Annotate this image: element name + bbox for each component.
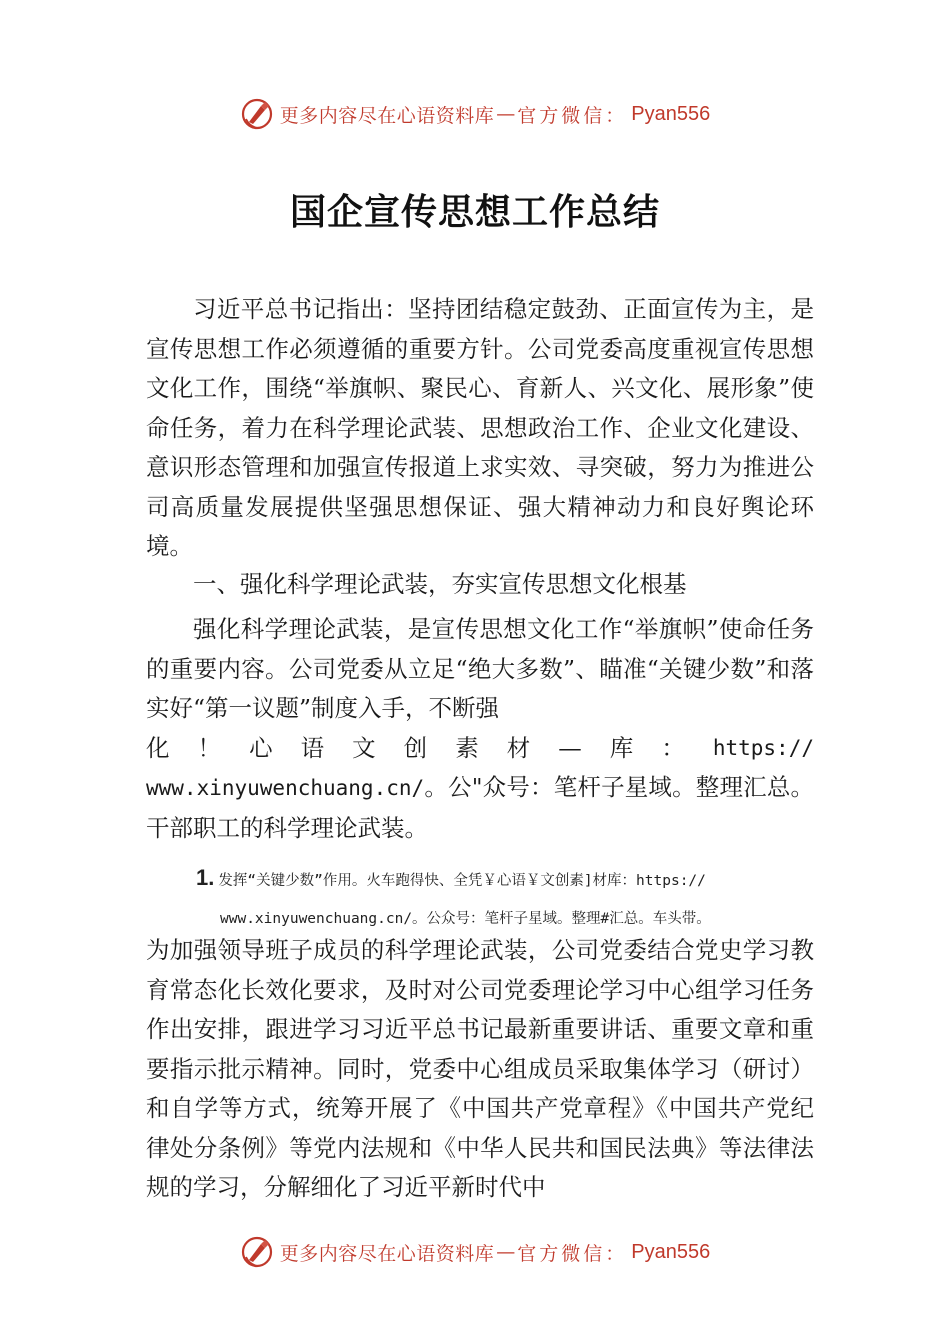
spread-char: 心 (249, 733, 273, 762)
pen-nib-logo-icon (240, 97, 274, 131)
spread-char: ： (661, 733, 685, 762)
paragraph-section-1 (146, 610, 814, 848)
paragraph-section-1-part1: 强化科学理论武装，是宣传思想文化工作“举旗帜”使命任务的重要内容。公司党委从立足“绝大多数”、瞄准“关键少数”和落实好“第一议题”制度入手，不断强 (146, 615, 814, 722)
list-item-line2: www.xinyuwenchuang.cn/。公众号：笔杆子星域。整理#汇总。车头带。 (220, 911, 711, 927)
banner-separator: — (496, 1241, 516, 1263)
spread-char: 化 (146, 733, 170, 762)
banner-text: 更多内容尽在心语资料库 (279, 104, 495, 127)
spread-char: 库 (609, 733, 634, 762)
banner-text: 更多内容尽在心语资料库 (279, 1242, 495, 1265)
paragraph-leadership: 为加强领导班子成员的科学理论武装，公司党委结合党史学习教育常态化长效化要求，及时对公司党委理论学习中心组学习任务作出安排，跟进学习习近平总书记最新重要讲话、重要文章和重要指示批示精神。同时，党委中心组成员采取集体学习（研讨）和自学等方式，统筹开展了《中国共产党章程》《中国共产党纪律处分条例》等党内法规和《中华人民共和国民法典》等法律法规的学习，分解细化了习近平新时代中 (146, 936, 814, 1201)
spread-char: 语 (300, 733, 325, 762)
banner-wechat-label: 官方微信： (517, 104, 628, 127)
list-item-line1: 发挥“关键少数”作用。火车跑得快、全凭￥心语￥文创素]材库：https:// (218, 873, 706, 889)
spread-line (146, 729, 814, 769)
banner-wechat-id: Pyan556 (631, 1240, 711, 1263)
spread-char: 素 (455, 733, 479, 762)
list-item-1 (146, 858, 814, 939)
spread-url-prefix: https:// (712, 735, 814, 760)
spread-char: 材 (506, 733, 531, 762)
banner-wechat-id: Pyan556 (631, 102, 711, 125)
spread-char: — (558, 733, 582, 762)
footer-banner (0, 1232, 950, 1272)
spread-char: 文 (352, 733, 376, 762)
paragraph-section-1-part2: 。公"众号：笔杆子星域。整理汇总。干部职工的科学理论武装。 (146, 773, 814, 842)
inline-url: www.xinyuwenchuang.cn/ (146, 776, 425, 800)
spread-char: ！ (197, 733, 222, 762)
spread-char: 创 (403, 733, 428, 762)
list-item-number: 1. (196, 865, 215, 890)
pen-nib-logo-icon (240, 1235, 274, 1269)
header-banner (0, 94, 950, 134)
banner-separator: — (496, 103, 516, 125)
section-heading-1: 一、强化科学理论武装，夯实宣传思想文化根基 (193, 570, 687, 598)
banner-wechat-label: 官方微信： (517, 1242, 628, 1265)
paragraph-intro: 习近平总书记指出：坚持团结稳定鼓劲、正面宣传为主，是宣传思想工作必须遵循的重要方针。公司党委高度重视宣传思想文化工作，围绕“举旗帜、聚民心、育新人、兴文化、展形象”使命任务，着力在科学理论武装、思想政治工作、企业文化建设、意识形态管理和加强宣传报道上求实效、寻突破，努力为推进公司高质量发展提供坚强思想保证、强大精神动力和良好舆论环境。 (146, 295, 814, 560)
page-title: 国企宣传思想工作总结 (289, 191, 660, 233)
